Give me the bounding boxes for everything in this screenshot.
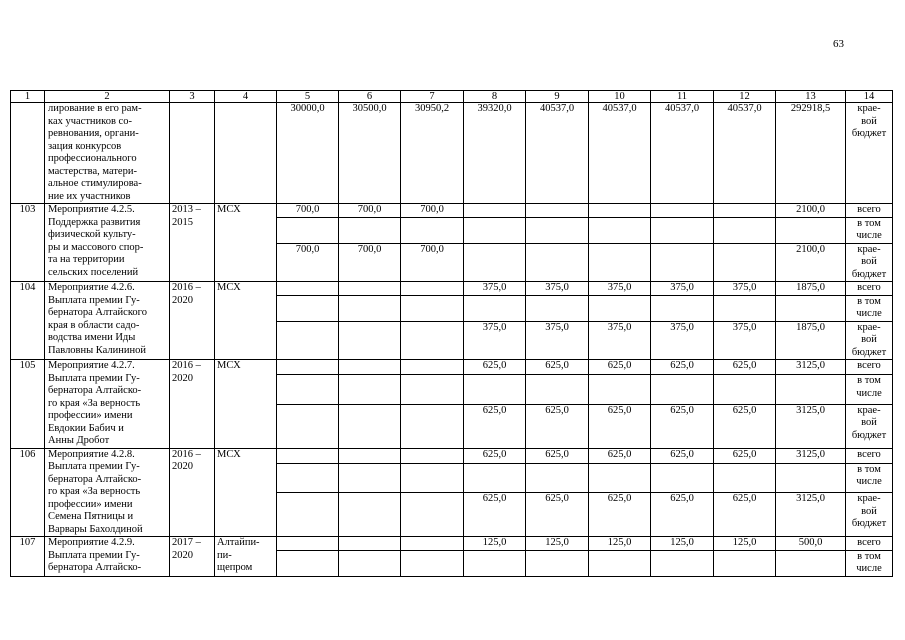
period-line: 2020 — [172, 549, 193, 561]
value-cell: 625,0 — [714, 404, 776, 448]
measure-name-line: та на территории — [48, 254, 125, 265]
funding-source-line: числе — [856, 308, 882, 319]
measure-name-line: зация конкурсов — [48, 140, 122, 152]
value-cell — [714, 463, 776, 493]
value-cell: 700,0 — [339, 243, 401, 282]
period-line: 2015 — [172, 216, 193, 228]
value-cell — [277, 550, 339, 576]
funding-source — [846, 463, 893, 493]
measure-name-line: физической культу- — [48, 229, 136, 240]
value-cell: 375,0 — [526, 282, 589, 296]
value-cell: 625,0 — [589, 493, 651, 537]
funding-source-line: бюджет — [851, 128, 887, 139]
value-cell: 375,0 — [714, 282, 776, 296]
value-cell: 625,0 — [714, 493, 776, 537]
funding-source — [846, 282, 893, 296]
value-cell: 40537,0 — [589, 103, 651, 204]
measure-name-line: Мероприятие 4.2.7. — [48, 360, 135, 371]
funding-source — [846, 204, 893, 218]
value-cell: 125,0 — [651, 537, 714, 551]
value-cell — [401, 375, 464, 405]
funding-source-line: всего — [857, 537, 881, 548]
table-row — [11, 204, 893, 218]
period-line: 2016 – — [172, 448, 201, 460]
value-cell: 40537,0 — [714, 103, 776, 204]
measure-name — [45, 448, 170, 537]
value-cell — [589, 375, 651, 405]
table-row — [11, 537, 893, 551]
value-cell — [526, 243, 589, 282]
funding-source-line: бюджет — [851, 429, 887, 441]
column-header-4: 4 — [215, 91, 277, 103]
table-row — [11, 360, 893, 375]
funding-source-line: числе — [856, 476, 882, 488]
funding-source — [846, 217, 893, 243]
funding-source — [846, 537, 893, 551]
column-header-13: 13 — [776, 91, 846, 103]
value-cell — [401, 493, 464, 537]
value-cell — [401, 217, 464, 243]
value-cell — [277, 493, 339, 537]
measure-name-line: бернатора Алтайского — [48, 307, 147, 318]
value-cell — [339, 493, 401, 537]
measure-name-line: ры и массового спор- — [48, 241, 144, 253]
value-cell — [714, 204, 776, 218]
measure-name-line: профессионального — [48, 153, 137, 164]
period — [170, 282, 215, 360]
row-number — [11, 103, 45, 204]
value-cell — [776, 463, 846, 493]
measure-name-line: мастерства, матери- — [48, 165, 137, 177]
value-cell: 375,0 — [714, 321, 776, 360]
value-cell — [401, 321, 464, 360]
budget-table — [10, 90, 893, 577]
value-cell — [526, 204, 589, 218]
funding-source-line: всего — [857, 282, 881, 293]
value-cell — [401, 448, 464, 463]
executor-line: МСХ — [217, 448, 241, 460]
measure-name-line: профессии» имени — [48, 498, 133, 510]
value-cell — [277, 375, 339, 405]
value-cell: 3125,0 — [776, 360, 846, 375]
measure-name-line: профессии» имени — [48, 410, 133, 421]
column-header-9: 9 — [526, 91, 589, 103]
value-cell: 625,0 — [526, 404, 589, 448]
value-cell: 375,0 — [464, 282, 526, 296]
value-cell: 700,0 — [401, 243, 464, 282]
value-cell: 625,0 — [651, 493, 714, 537]
funding-source-line: в том — [857, 375, 881, 387]
value-cell: 625,0 — [464, 448, 526, 463]
measure-name-line: ревнования, органи- — [48, 128, 139, 139]
funding-source-line: вой — [861, 417, 877, 429]
value-cell — [277, 463, 339, 493]
measure-name-line: края в области садо- — [48, 319, 140, 331]
period — [170, 537, 215, 577]
executor — [215, 360, 277, 449]
value-cell — [339, 295, 401, 321]
column-header-8: 8 — [464, 91, 526, 103]
period — [170, 204, 215, 282]
value-cell — [589, 204, 651, 218]
value-cell — [401, 360, 464, 375]
value-cell — [776, 550, 846, 576]
funding-source — [846, 404, 893, 448]
funding-source — [846, 295, 893, 321]
measure-name-line: бернатора Алтайско- — [48, 473, 142, 485]
value-cell — [339, 550, 401, 576]
value-cell — [589, 217, 651, 243]
value-cell — [401, 295, 464, 321]
value-cell — [651, 204, 714, 218]
value-cell: 30950,2 — [401, 103, 464, 204]
funding-source-line: крае- — [857, 321, 881, 333]
value-cell — [464, 243, 526, 282]
value-cell: 625,0 — [714, 360, 776, 375]
value-cell: 375,0 — [651, 282, 714, 296]
period — [170, 360, 215, 449]
value-cell — [339, 448, 401, 463]
value-cell — [464, 217, 526, 243]
funding-source — [846, 493, 893, 537]
value-cell — [277, 448, 339, 463]
measure-name-line: ние их участников — [48, 190, 131, 202]
table-row — [11, 282, 893, 296]
measure-name-line: Семена Пятницы и — [48, 511, 134, 522]
measure-name-line: Выплата премии Гу- — [48, 372, 140, 384]
period — [170, 103, 215, 204]
measure-name-line: го края «За верность — [48, 397, 141, 409]
column-header-2: 2 — [45, 91, 170, 103]
value-cell — [464, 295, 526, 321]
value-cell — [339, 321, 401, 360]
value-cell — [714, 375, 776, 405]
value-cell — [277, 404, 339, 448]
measure-name-line: ках участников со- — [48, 115, 132, 127]
value-cell — [714, 217, 776, 243]
funding-source-line: крае- — [857, 243, 881, 255]
value-cell: 3125,0 — [776, 448, 846, 463]
value-cell: 375,0 — [526, 321, 589, 360]
value-cell — [776, 295, 846, 321]
measure-name-line: альное стимулирова- — [48, 178, 142, 189]
value-cell — [464, 463, 526, 493]
executor — [215, 448, 277, 537]
value-cell: 500,0 — [776, 537, 846, 551]
page-number: 63 — [833, 38, 844, 50]
measure-name-line: Павловны Калининой — [48, 344, 147, 356]
period — [170, 448, 215, 537]
funding-source-line: вой — [861, 256, 877, 267]
value-cell: 625,0 — [526, 493, 589, 537]
executor — [215, 537, 277, 577]
value-cell — [776, 375, 846, 405]
period-line: 2016 – — [172, 360, 201, 371]
measure-name-line: бернатора Алтайско- — [48, 562, 142, 573]
value-cell — [651, 243, 714, 282]
value-cell: 625,0 — [526, 448, 589, 463]
measure-name-line: Выплата премии Гу- — [48, 549, 140, 561]
measure-name-line: Мероприятие 4.2.5. — [48, 204, 135, 215]
value-cell — [339, 463, 401, 493]
value-cell: 375,0 — [464, 321, 526, 360]
period-line: 2020 — [172, 294, 193, 306]
value-cell — [277, 282, 339, 296]
measure-name-line: Анны Дробот — [48, 435, 110, 446]
value-cell: 2100,0 — [776, 204, 846, 218]
value-cell — [339, 282, 401, 296]
funding-source-line: бюджет — [851, 518, 887, 530]
value-cell — [339, 217, 401, 243]
value-cell — [339, 375, 401, 405]
value-cell: 375,0 — [651, 321, 714, 360]
executor-line: МСХ — [217, 360, 241, 371]
measure-name — [45, 537, 170, 577]
funding-source-line: числе — [856, 387, 882, 399]
value-cell — [526, 550, 589, 576]
value-cell: 30000,0 — [277, 103, 339, 204]
funding-source-line: крае- — [857, 493, 881, 505]
funding-source-line: в том — [857, 463, 881, 475]
measure-name — [45, 282, 170, 360]
value-cell: 3125,0 — [776, 493, 846, 537]
value-cell: 625,0 — [589, 360, 651, 375]
measure-name-line: Мероприятие 4.2.8. — [48, 448, 135, 460]
value-cell: 40537,0 — [651, 103, 714, 204]
executor — [215, 204, 277, 282]
value-cell — [651, 295, 714, 321]
funding-source — [846, 375, 893, 405]
value-cell — [714, 295, 776, 321]
value-cell — [589, 550, 651, 576]
value-cell: 2100,0 — [776, 243, 846, 282]
row-number: 106 — [11, 448, 45, 537]
value-cell: 625,0 — [464, 360, 526, 375]
funding-source-line: бюджет — [851, 268, 887, 280]
period-line: 2013 – — [172, 204, 201, 215]
funding-source-line: всего — [857, 448, 881, 460]
funding-source-line: всего — [857, 204, 881, 215]
value-cell — [277, 321, 339, 360]
value-cell: 700,0 — [277, 243, 339, 282]
value-cell: 39320,0 — [464, 103, 526, 204]
value-cell: 292918,5 — [776, 103, 846, 204]
value-cell: 700,0 — [339, 204, 401, 218]
value-cell: 625,0 — [714, 448, 776, 463]
column-header-3: 3 — [170, 91, 215, 103]
funding-source-line: числе — [856, 230, 882, 241]
executor-line: щепром — [217, 562, 253, 573]
funding-source-line: в том — [857, 217, 881, 229]
measure-name-line: Мероприятие 4.2.9. — [48, 537, 135, 548]
value-cell — [714, 550, 776, 576]
measure-name — [45, 204, 170, 282]
value-cell — [277, 360, 339, 375]
funding-source-line: вой — [861, 115, 877, 127]
funding-source-line: в том — [857, 295, 881, 307]
column-header-7: 7 — [401, 91, 464, 103]
measure-name-line: водства имени Иды — [48, 332, 136, 343]
row-number: 104 — [11, 282, 45, 360]
value-cell: 125,0 — [589, 537, 651, 551]
value-cell — [277, 537, 339, 551]
table-row — [11, 448, 893, 463]
value-cell: 40537,0 — [526, 103, 589, 204]
value-cell: 125,0 — [526, 537, 589, 551]
value-cell — [464, 550, 526, 576]
value-cell: 625,0 — [651, 404, 714, 448]
column-header-5: 5 — [277, 91, 339, 103]
value-cell: 625,0 — [589, 448, 651, 463]
funding-source — [846, 448, 893, 463]
measure-name-line: Мероприятие 4.2.6. — [48, 282, 135, 293]
measure-name-line: Выплата премии Гу- — [48, 461, 140, 472]
value-cell: 625,0 — [464, 404, 526, 448]
funding-source-line: всего — [857, 360, 881, 371]
measure-name — [45, 360, 170, 449]
column-header-6: 6 — [339, 91, 401, 103]
value-cell — [339, 360, 401, 375]
column-header-12: 12 — [714, 91, 776, 103]
measure-name-line: Выплата премии Гу- — [48, 294, 140, 306]
value-cell — [714, 243, 776, 282]
value-cell — [526, 295, 589, 321]
column-header-11: 11 — [651, 91, 714, 103]
value-cell — [339, 404, 401, 448]
measure-name-line: го края «За верность — [48, 486, 141, 497]
value-cell — [651, 463, 714, 493]
value-cell: 3125,0 — [776, 404, 846, 448]
table-row-continued — [11, 103, 893, 204]
column-header-10: 10 — [589, 91, 651, 103]
value-cell: 700,0 — [277, 204, 339, 218]
value-cell — [401, 404, 464, 448]
value-cell — [401, 537, 464, 551]
row-number: 107 — [11, 537, 45, 577]
value-cell: 375,0 — [589, 282, 651, 296]
measure-name-line: Евдокии Бабич и — [48, 422, 124, 434]
value-cell — [401, 550, 464, 576]
executor-line: МСХ — [217, 204, 241, 215]
value-cell — [651, 375, 714, 405]
measure-name — [45, 103, 170, 204]
value-cell: 375,0 — [589, 321, 651, 360]
value-cell — [277, 217, 339, 243]
value-cell — [277, 295, 339, 321]
executor-line: пи- — [217, 549, 232, 561]
period-line: 2017 – — [172, 537, 201, 548]
executor-line: МСХ — [217, 282, 241, 293]
funding-source — [846, 243, 893, 282]
value-cell: 625,0 — [589, 404, 651, 448]
value-cell — [339, 537, 401, 551]
value-cell — [464, 204, 526, 218]
value-cell — [651, 550, 714, 576]
value-cell — [401, 463, 464, 493]
value-cell: 625,0 — [651, 448, 714, 463]
value-cell: 625,0 — [651, 360, 714, 375]
period-line: 2020 — [172, 372, 193, 384]
value-cell: 30500,0 — [339, 103, 401, 204]
value-cell: 625,0 — [526, 360, 589, 375]
funding-source-line: вой — [861, 334, 877, 345]
value-cell: 125,0 — [714, 537, 776, 551]
value-cell — [526, 463, 589, 493]
funding-source — [846, 550, 893, 576]
value-cell: 125,0 — [464, 537, 526, 551]
value-cell: 1875,0 — [776, 282, 846, 296]
measure-name-line: Варвары Бахолдиной — [48, 523, 143, 535]
value-cell — [589, 463, 651, 493]
measure-name-line: Поддержка развития — [48, 216, 141, 228]
row-number: 103 — [11, 204, 45, 282]
funding-source-line: крае- — [857, 103, 881, 114]
header-row — [11, 91, 893, 103]
value-cell: 625,0 — [464, 493, 526, 537]
value-cell — [526, 217, 589, 243]
measure-name-line: сельских поселений — [48, 266, 139, 278]
funding-source — [846, 321, 893, 360]
value-cell — [526, 375, 589, 405]
funding-source-line: вой — [861, 505, 877, 517]
value-cell — [589, 243, 651, 282]
value-cell: 700,0 — [401, 204, 464, 218]
funding-source-line: в том — [857, 550, 881, 562]
period-line: 2016 – — [172, 282, 201, 293]
value-cell — [776, 217, 846, 243]
measure-name-line: бернатора Алтайско- — [48, 385, 142, 396]
funding-source-line: бюджет — [851, 346, 887, 358]
row-number: 105 — [11, 360, 45, 449]
funding-source — [846, 360, 893, 375]
value-cell — [589, 295, 651, 321]
executor — [215, 282, 277, 360]
executor — [215, 103, 277, 204]
value-cell — [464, 375, 526, 405]
measure-name-line: лирование в его рам- — [48, 103, 142, 114]
column-header-14: 14 — [846, 91, 893, 103]
funding-source-line: крае- — [857, 404, 881, 416]
value-cell — [651, 217, 714, 243]
value-cell — [401, 282, 464, 296]
period-line: 2020 — [172, 461, 193, 472]
executor-line: Алтайпи- — [217, 537, 260, 548]
value-cell: 1875,0 — [776, 321, 846, 360]
funding-source-line: числе — [856, 563, 882, 574]
funding-source — [846, 103, 893, 204]
column-header-1: 1 — [11, 91, 45, 103]
